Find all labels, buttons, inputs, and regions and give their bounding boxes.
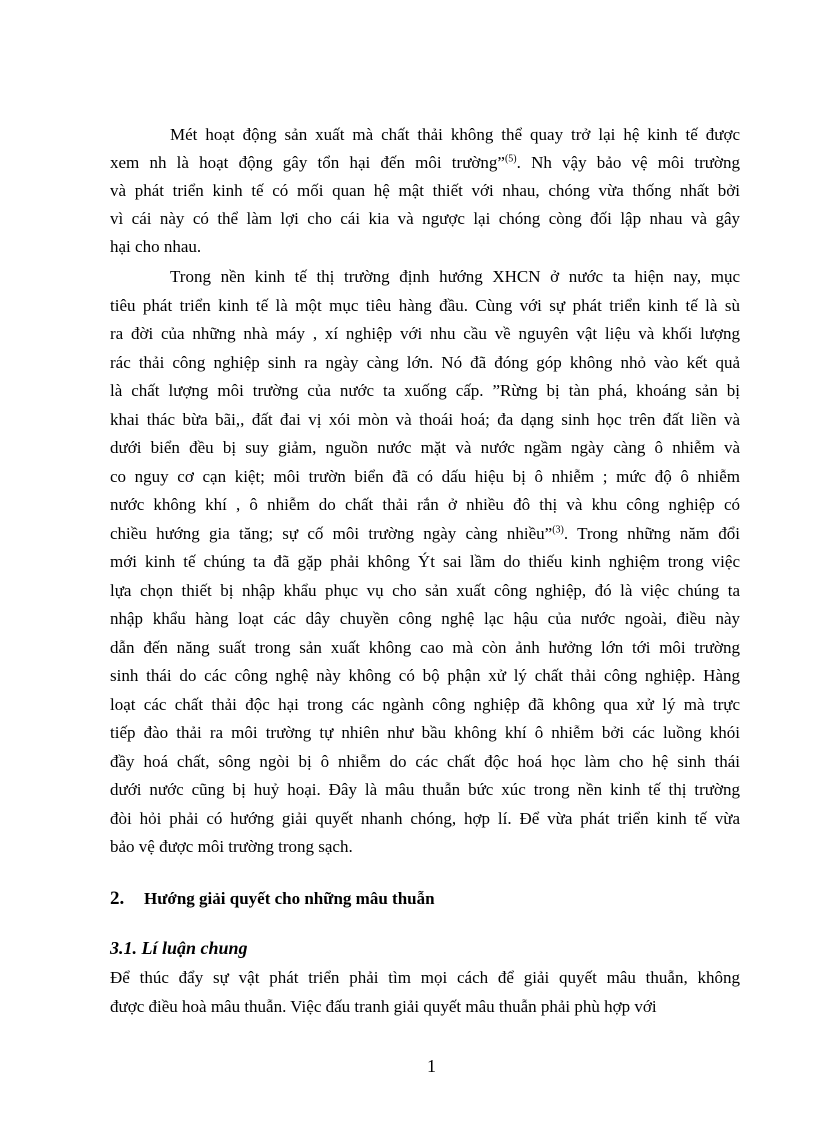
- text-line: vì cái này có thể làm lợi cho cái kia và ngược lại chóng còng đối lập nhau và gây: [110, 209, 740, 228]
- footnote-ref: (3): [552, 523, 564, 535]
- text-line: Mét hoạt động sản xuất mà chất thải không thể quay trở lại hệ kinh tế được: [170, 125, 740, 144]
- text-line: nước không khí , ô nhiễm do chất thải rắn ở nhiều đô thị và khu công nghiệp có: [110, 495, 740, 514]
- text-line: dưới nước cũng bị huỷ hoại. Đây là mâu thuẫn bức xúc trong nền kinh tế thị trường: [110, 780, 740, 799]
- text-line: tiếp đào thải ra môi trường tự nhiên như bầu không khí ô nhiễm bởi các luồng khói: [110, 723, 740, 742]
- text-segment: chiều hướng gia tăng; sự cố môi trường ngày càng nhiều”: [110, 523, 553, 543]
- text-line: tiêu phát triển kinh tế là một mục tiêu hàng đầu. Cùng với sự phát triển kinh tế là sù: [110, 295, 740, 315]
- text-line: mới kinh tế chúng ta đã gặp phải không Ýt sai lầm do thiếu kinh nghiệm trong việc: [110, 552, 740, 571]
- text-line: nhập khẩu hàng loạt các dây chuyền công nghệ lạc hậu của nước ngoài, điều này: [110, 609, 740, 628]
- footnote-ref: (5): [504, 153, 517, 165]
- text-line: [110, 153, 740, 173]
- text-line: Trong nền kinh tế thị trường định hướng XHCN ở nước ta hiện nay, mục: [170, 267, 740, 286]
- text-line: đầy hoá chất, sông ngòi bị ô nhiễm do các chất độc hoá học làm cho hệ sinh thái: [110, 751, 740, 771]
- page-number: 1: [427, 1056, 436, 1076]
- text-segment: . Trong những năm đổi: [563, 523, 740, 543]
- text-line: hại cho nhau.: [110, 237, 202, 256]
- subsection-heading: 3.1. Lí luận chung: [110, 938, 248, 958]
- text-line: được điều hoà mâu thuẫn. Việc đấu tranh giải quyết mâu thuẫn phải phù hợp với: [110, 997, 657, 1016]
- text-line: khai thác bừa bãi,, đất đai vị xói mòn và thoái hoá; đa dạng sinh học trên đất liền và: [110, 409, 740, 429]
- text-line: loạt các chất thải độc hại trong các ngành công nghiệp đã không qua xử lý mà trực: [110, 694, 740, 714]
- section-title: Hướng giải quyết cho những mâu thuẫn: [144, 889, 435, 908]
- text-line: Để thúc đẩy sự vật phát triển phải tìm mọi cách để giải quyết mâu thuẫn, không: [110, 968, 740, 987]
- text-line: dưới biển đều bị suy giảm, nguồn nước mặt và nước ngầm ngày càng ô nhiễm và: [110, 438, 740, 457]
- text-line: [110, 524, 740, 544]
- text-segment: xem nh là hoạt động gây tổn hại đến môi trường”: [110, 153, 505, 172]
- text-segment: . Nh vậy bảo vệ môi trường: [516, 153, 741, 172]
- text-line: sinh thái do các công nghệ này không có bộ phận xử lý chất thải công nghiệp. Hàng: [110, 666, 740, 685]
- text-line: rác thải công nghiệp sinh ra ngày càng lớn. Nó đã đóng góp không nhỏ vào kết quả: [110, 352, 740, 372]
- section-number: 2.: [110, 888, 125, 909]
- text-line: và phát triển kinh tế có mối quan hệ mật thiết với nhau, chóng vừa thống nhất bởi: [110, 181, 740, 200]
- text-line: bảo vệ được môi trường trong sạch.: [110, 837, 353, 856]
- text-line: ra đời của những nhà máy , xí nghiệp với nhu cầu về nguyên vật liệu và khối lượng: [110, 324, 740, 343]
- text-line: đòi hỏi phải có hướng giải quyết nhanh chóng, hợp lí. Để vừa phát triển kinh tế vừa: [110, 808, 740, 828]
- text-line: co nguy cơ cạn kiệt; môi trườn biển đã có dấu hiệu bị ô nhiễm ; mức độ ô nhiễm: [110, 466, 740, 486]
- text-line: lựa chọn thiết bị nhập khẩu phục vụ cho sản xuất công nghiệp, đó là việc chúng ta: [110, 580, 740, 600]
- section-heading: [110, 888, 435, 910]
- text-line: dẫn đến năng suất trong sản xuất không cao mà còn ảnh hưởng lớn tới môi trường: [110, 637, 740, 657]
- text-line: là chất lượng môi trường của nước ta xuống cấp. ”Rừng bị tàn phá, khoáng sản bị: [110, 381, 740, 400]
